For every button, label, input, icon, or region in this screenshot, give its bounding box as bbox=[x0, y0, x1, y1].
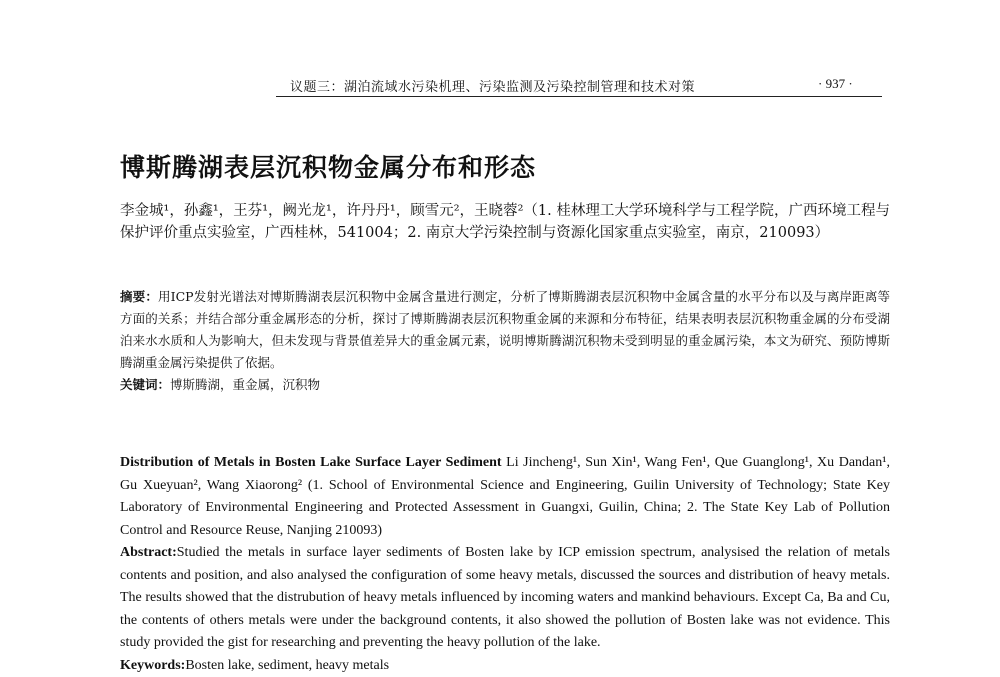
keywords-cn-label: 关键词： bbox=[120, 377, 171, 392]
paper-title: 博斯腾湖表层沉积物金属分布和形态 bbox=[120, 153, 537, 182]
keywords-cn: 博斯腾湖，重金属，沉积物 bbox=[170, 377, 321, 392]
abstract-cn-label: 摘要： bbox=[120, 289, 158, 304]
running-header: 议题三：湖泊流域水污染机理、污染监测及污染控制管理和技术对策 bbox=[290, 80, 696, 95]
authors-affiliations-cn: 李金城¹，孙鑫¹，王芬¹，阙光龙¹，许丹丹¹，顾雪元²，王晓蓉²（1. 桂林理工大学环境科学与工程学院，广西环境工程与保护评价重点实验室，广西桂林，541004；2. 南京大学污染控制与资源化国家重点实验室，南京，210093） bbox=[120, 203, 890, 241]
header-rule bbox=[276, 96, 882, 97]
keywords-en-label: Keywords: bbox=[120, 657, 186, 673]
english-section bbox=[120, 452, 890, 677]
abstract-en-label: Abstract: bbox=[120, 545, 177, 560]
abstract-cn bbox=[120, 286, 890, 396]
keywords-en: Bosten lake, sediment, heavy metals bbox=[185, 657, 390, 673]
page-number: · 937 · bbox=[818, 76, 853, 91]
abstract-cn-text: 用ICP发射光谱法对博斯腾湖表层沉积物中金属含量进行测定，分析了博斯腾湖表层沉积物中金属含量的水平分布以及与离岸距离等方面的关系；并结合部分重金属形态的分析，探讨了博斯腾湖表层沉积物重金属的来源和分布特征，结果表明表层沉积物重金属的分布受湖泊来水水质和人为影响大，但未发现与背景值差异大的重金属元素，说明博斯腾湖沉积物未受到明显的重金属污染，本文为研究、预防博斯腾湖重金属污染提供了依据。 bbox=[120, 289, 890, 370]
title-en: Distribution of Metals in Bosten Lake Surface Layer Sediment bbox=[120, 455, 502, 470]
authors-en: Li Jincheng¹, Sun Xin¹, Wang Fen¹, Que Guanglong¹, Xu Dandan¹, Gu Xueyuan², Wang Xiaorong² (1. School of Environmental Science and Engineering, Guilin University of Technology; State Key Laboratory of Environmental Engineering and Protected Assessment in Guangxi, Guilin, China; 2. The State Key Lab of Pollution Control and Resource Reuse, Nanjing 210093) bbox=[120, 455, 890, 538]
abstract-en: Studied the metals in surface layer sediments of Bosten lake by ICP emission spectrum, analysised the relation of metals contents and position, and also analysed the configuration of some heavy metals, discussed the sources and distribution of heavy metals. The results showed that the distrubution of heavy metals influenced by incoming waters and mankind behaviours. Except Ca, Ba and Cu, the contents of others metals were under the background contents, it also showed the pollution of Bosten lake was not evidence. This study provided the gist for researching and preventing the heavy pollution of the lake. bbox=[120, 545, 890, 650]
